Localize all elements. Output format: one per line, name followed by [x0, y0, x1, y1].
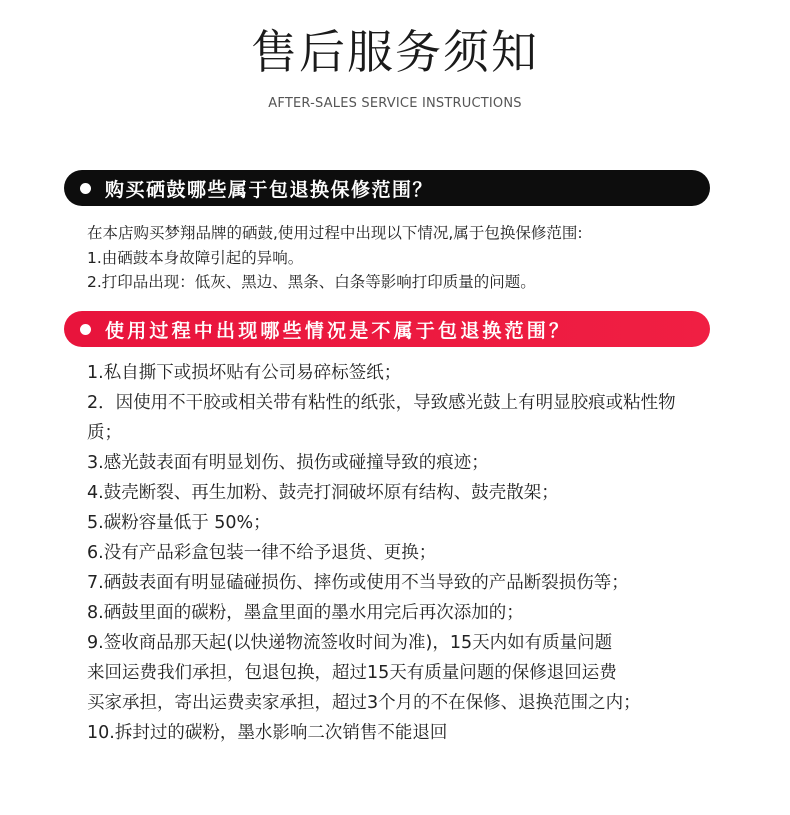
section2-line: 4.鼓壳断裂、再生加粉、鼓壳打洞破坏原有结构、鼓壳散架；: [87, 483, 559, 503]
section2-heading: 使用过程中出现哪些情况是不属于包退换范围？: [105, 319, 572, 342]
section1-line: 在本店购买梦翔品牌的硒鼓,使用过程中出现以下情况,属于包换保修范围:: [87, 224, 583, 242]
section2-line: 9.签收商品那天起(以快递物流签收时间为准)，15天内如有质量问题: [87, 633, 613, 653]
section2-line: 10.拆封过的碳粉，墨水影响二次销售不能退回: [87, 723, 448, 743]
section2-line: 2．因使用不干胶或相关带有粘性的纸张，导致感光鼓上有明显胶痕或粘性物质；: [87, 393, 676, 443]
page-title: 售后服务须知: [251, 25, 539, 79]
section2-line: 买家承担，寄出运费卖家承担，超过3个月的不在保修、退换范围之内；: [87, 693, 641, 713]
section1-heading: 购买硒鼓哪些属于包退换保修范围？: [105, 178, 434, 201]
section2-line: 6.没有产品彩盒包装一律不给予退货、更换；: [87, 543, 437, 563]
section2-line: 8.硒鼓里面的碳粉，墨盒里面的墨水用完后再次添加的；: [87, 603, 524, 623]
section2-line: 3.感光鼓表面有明显划伤、损伤或碰撞导致的痕迹；: [87, 453, 489, 473]
section1-heading-bar: [64, 170, 710, 206]
section2-heading-bar: [64, 311, 710, 347]
bullet-dot-icon: [80, 183, 91, 194]
section2-line: 7.硒鼓表面有明显磕碰损伤、摔伤或使用不当导致的产品断裂损伤等；: [87, 573, 629, 593]
page-subtitle: AFTER-SALES SERVICE INSTRUCTIONS: [268, 96, 522, 111]
section1-line: 1.由硒鼓本身故障引起的异响。: [87, 248, 304, 267]
section1-line: 2.打印品出现：低灰、黑边、黑条、白条等影响打印质量的问题。: [87, 273, 536, 291]
bullet-dot-icon: [80, 324, 91, 335]
section2-line: 来回运费我们承担，包退包换，超过15天有质量问题的保修退回运费: [87, 663, 617, 683]
section2-body: [87, 358, 727, 748]
section1-body: [87, 221, 727, 295]
section2-line: 5.碳粉容量低于 50%；: [87, 513, 271, 533]
section2-line: 1.私自撕下或损坏贴有公司易碎标签纸；: [87, 363, 402, 383]
